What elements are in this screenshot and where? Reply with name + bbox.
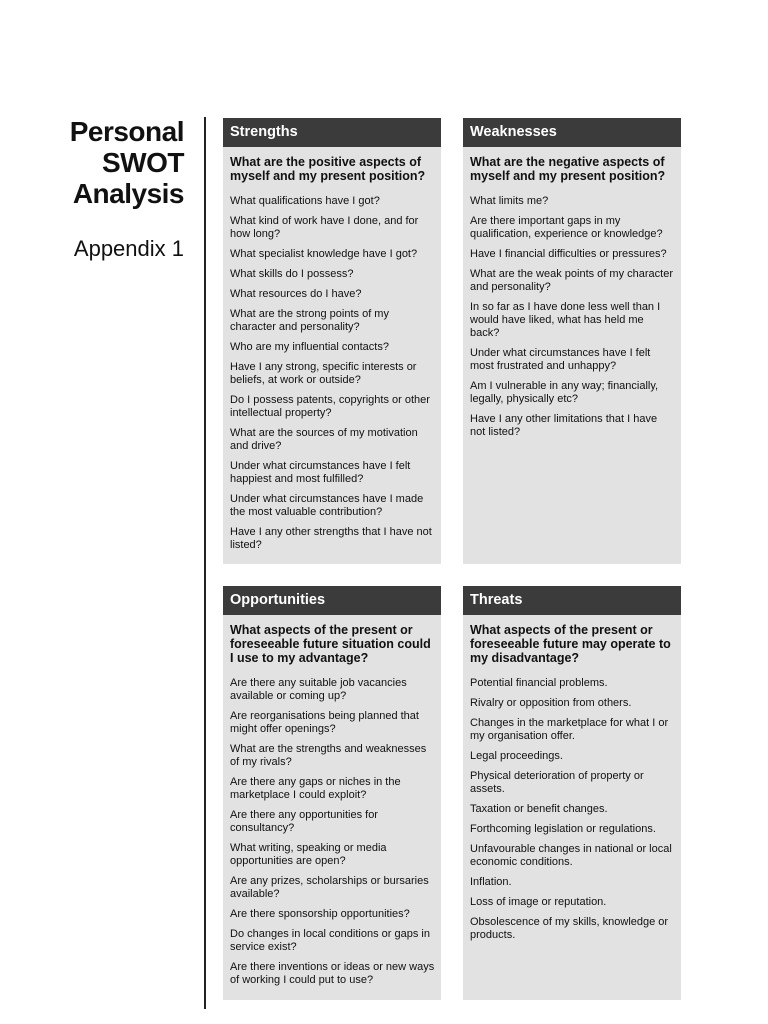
- vertical-divider: [204, 117, 206, 1009]
- strengths-item: Do I possess patents, copyrights or other intellectual property?: [230, 394, 430, 419]
- threats-item: Unfavourable changes in national or local economic conditions.: [470, 843, 672, 868]
- strengths-item: Under what circumstances have I felt happiest and most fulfilled?: [230, 460, 411, 485]
- opportunities-item: Are reorganisations being planned that might offer openings?: [230, 710, 419, 735]
- threats-item: Forthcoming legislation or regulations.: [470, 823, 656, 835]
- opportunities-item: Are there any suitable job vacancies available or coming up?: [230, 677, 407, 702]
- title-line: Analysis: [72, 178, 184, 209]
- title-line: SWOT: [102, 147, 184, 178]
- strengths-item: What skills do I possess?: [230, 268, 354, 280]
- strengths-item: Who are my influential contacts?: [230, 341, 389, 353]
- threats-item: Changes in the marketplace for what I or my organisation offer.: [470, 717, 669, 742]
- weaknesses-item: Have I any other limitations that I have not listed?: [470, 413, 658, 438]
- strengths-heading: Strengths: [223, 118, 441, 147]
- strengths-item: What qualifications have I got?: [230, 195, 380, 207]
- opportunities-item: Are there any gaps or niches in the marketplace I could exploit?: [230, 776, 401, 801]
- strengths-item: What kind of work have I done, and for how long?: [230, 215, 419, 240]
- threats-item: Physical deterioration of property or assets.: [470, 770, 644, 795]
- threats-question: What aspects of the present or foreseeable future may operate to my disadvantage?: [470, 623, 671, 665]
- opportunities-item: Are any prizes, scholarships or bursaries available?: [230, 875, 429, 900]
- opportunities-item: Do changes in local conditions or gaps in service exist?: [230, 928, 430, 953]
- opportunities-item: Are there any opportunities for consultancy?: [230, 809, 378, 834]
- opportunities-item: What are the strengths and weaknesses of my rivals?: [230, 743, 427, 768]
- weaknesses-item: Under what circumstances have I felt most frustrated and unhappy?: [470, 347, 651, 372]
- threats-heading: Threats: [463, 586, 681, 615]
- threats-item: Obsolescence of my skills, knowledge or products.: [470, 916, 669, 941]
- opportunities-heading: Opportunities: [223, 586, 441, 615]
- threats-item: Taxation or benefit changes.: [470, 803, 608, 815]
- strengths-item: Have I any other strengths that I have not listed?: [230, 526, 432, 551]
- strengths-panel: [223, 118, 441, 564]
- opportunities-panel: [223, 586, 441, 1000]
- strengths-item: Have I any strong, specific interests or beliefs, at work or outside?: [230, 361, 417, 386]
- threats-item: Legal proceedings.: [470, 750, 563, 762]
- weaknesses-item: What are the weak points of my character and personality?: [470, 268, 673, 293]
- threats-item: Rivalry or opposition from others.: [470, 697, 632, 709]
- strengths-item: What resources do I have?: [230, 288, 362, 300]
- weaknesses-heading: Weaknesses: [463, 118, 681, 147]
- weaknesses-item: Am I vulnerable in any way; financially, legally, physically etc?: [470, 380, 659, 405]
- opportunities-item: Are there inventions or ideas or new ways of working I could put to use?: [230, 961, 435, 986]
- threats-item: Potential financial problems.: [470, 677, 608, 689]
- opportunities-item: Are there sponsorship opportunities?: [230, 908, 410, 920]
- threats-panel: [463, 586, 681, 1000]
- weaknesses-panel: [463, 118, 681, 564]
- page-title: [14, 116, 184, 209]
- weaknesses-question: What are the negative aspects of myself and my present position?: [470, 155, 666, 183]
- weaknesses-item: What limits me?: [470, 195, 549, 207]
- strengths-item: Under what circumstances have I made the most valuable contribution?: [230, 493, 424, 518]
- opportunities-item: What writing, speaking or media opportunities are open?: [230, 842, 387, 867]
- weaknesses-item: In so far as I have done less well than I would have liked, what has held me back?: [470, 301, 661, 339]
- strengths-question: What are the positive aspects of myself and my present position?: [230, 155, 426, 183]
- opportunities-question: What aspects of the present or foreseeable future situation could I use to my advantage?: [230, 623, 431, 665]
- weaknesses-item: Have I financial difficulties or pressures?: [470, 248, 667, 260]
- weaknesses-item: Are there important gaps in my qualification, experience or knowledge?: [470, 215, 663, 240]
- strengths-item: What are the sources of my motivation and drive?: [230, 427, 418, 452]
- appendix-label: Appendix 1: [73, 236, 184, 261]
- threats-item: Inflation.: [470, 876, 512, 888]
- strengths-item: What are the strong points of my character and personality?: [230, 308, 389, 333]
- title-line: Personal: [69, 116, 184, 147]
- threats-item: Loss of image or reputation.: [470, 896, 607, 908]
- strengths-item: What specialist knowledge have I got?: [230, 248, 418, 260]
